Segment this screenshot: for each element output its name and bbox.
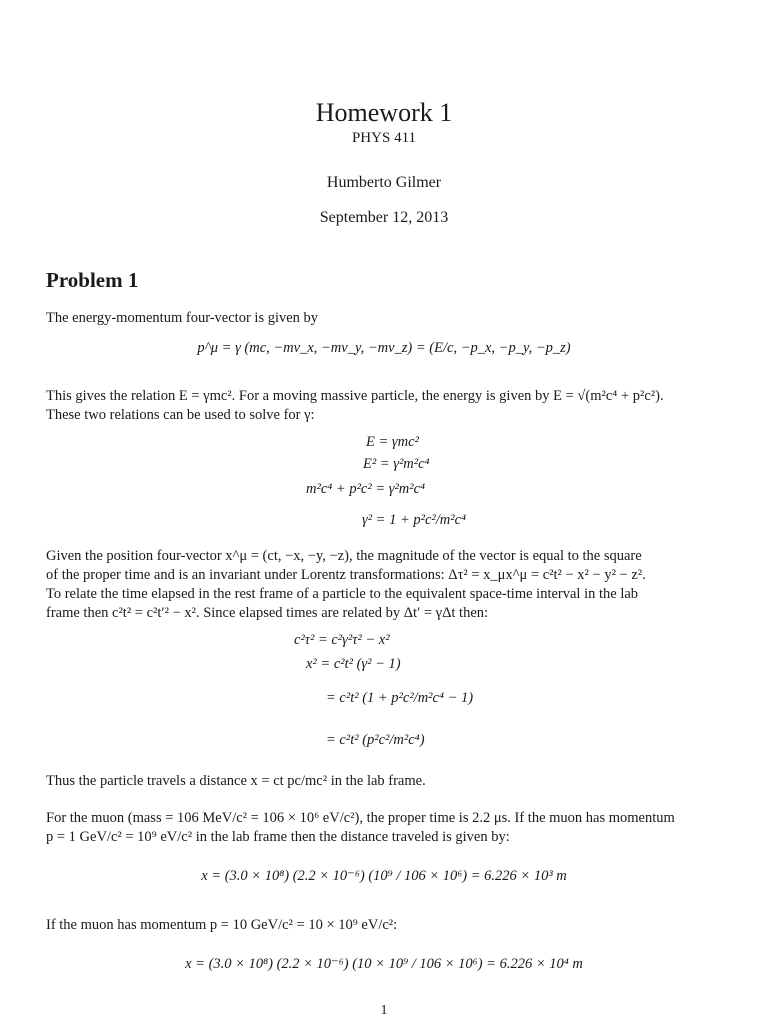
equation-gamma-2: E² = γ²m²c⁴ bbox=[363, 456, 430, 472]
paragraph-muon-line2: p = 1 GeV/c² = 10⁹ eV/c² in the lab frame then the distance traveled is given by: bbox=[46, 829, 510, 845]
equation-dist-4: = c²t² (p²c²/m²c⁴) bbox=[326, 732, 425, 748]
course-code: PHYS 411 bbox=[351, 130, 417, 146]
equation-dist-1: c²τ² = c²γ²τ² − x² bbox=[294, 632, 390, 648]
paragraph-muon-line1: For the muon (mass = 106 MeV/c² = 106 × 10⁶ eV/c²), the proper time is 2.2 μs. If the muon has momentum bbox=[46, 810, 675, 826]
equation-result-2: x = (3.0 × 10⁸) (2.2 × 10⁻⁶) (10 × 10⁹ / 106 × 10⁶) = 6.226 × 10⁴ m bbox=[185, 956, 583, 972]
equation-dist-2: x² = c²t² (γ² − 1) bbox=[306, 656, 401, 672]
document-date: September 12, 2013 bbox=[319, 209, 449, 226]
equation-gamma-4: γ² = 1 + p²c²/m²c⁴ bbox=[362, 512, 467, 528]
equation-dist-3: = c²t² (1 + p²c²/m²c⁴ − 1) bbox=[326, 690, 474, 706]
paragraph-position-line4: frame then c²t² = c²t′² − x². Since elapsed times are related by Δt′ = γΔt then: bbox=[46, 605, 489, 621]
paragraph-position-line1: Given the position four-vector x^μ = (ct, −x, −y, −z), the magnitude of the vector is equal to the square bbox=[46, 548, 642, 564]
paragraph-position-line3: To relate the time elapsed in the rest frame of a particle to the equivalent space-time interval in the lab bbox=[46, 586, 639, 602]
paragraph-distance: Thus the particle travels a distance x = ct pc/mc² in the lab frame. bbox=[46, 773, 426, 789]
paragraph-relation-line1: This gives the relation E = γmc². For a moving massive particle, the energy is given by E = √(m²c⁴ + p²c²). bbox=[46, 388, 664, 404]
page-number: 1 bbox=[380, 1003, 388, 1018]
equation-result-1: x = (3.0 × 10⁸) (2.2 × 10⁻⁶) (10⁹ / 106 × 10⁶) = 6.226 × 10³ m bbox=[201, 868, 567, 884]
paragraph-position-line2: of the proper time and is an invariant under Lorentz transformations: Δτ² = x_μx^μ = c²t² − x² − y² − z². bbox=[46, 567, 646, 583]
section-heading: Problem 1 bbox=[46, 268, 139, 292]
equation-gamma-3: m²c⁴ + p²c² = γ²m²c⁴ bbox=[306, 481, 426, 497]
equation-four-vector: p^μ = γ (mc, −mv_x, −mv_y, −mv_z) = (E/c, −p_x, −p_y, −p_z) bbox=[197, 340, 571, 356]
equation-gamma-1: E = γmc² bbox=[366, 434, 419, 450]
paragraph-intro: The energy-momentum four-vector is given by bbox=[46, 310, 319, 326]
paragraph-relation-line2: These two relations can be used to solve for γ: bbox=[46, 407, 315, 423]
author-name: Humberto Gilmer bbox=[326, 174, 442, 191]
paragraph-muon-10gev: If the muon has momentum p = 10 GeV/c² = 10 × 10⁹ eV/c²: bbox=[46, 917, 398, 933]
document-title: Homework 1 bbox=[315, 98, 453, 127]
